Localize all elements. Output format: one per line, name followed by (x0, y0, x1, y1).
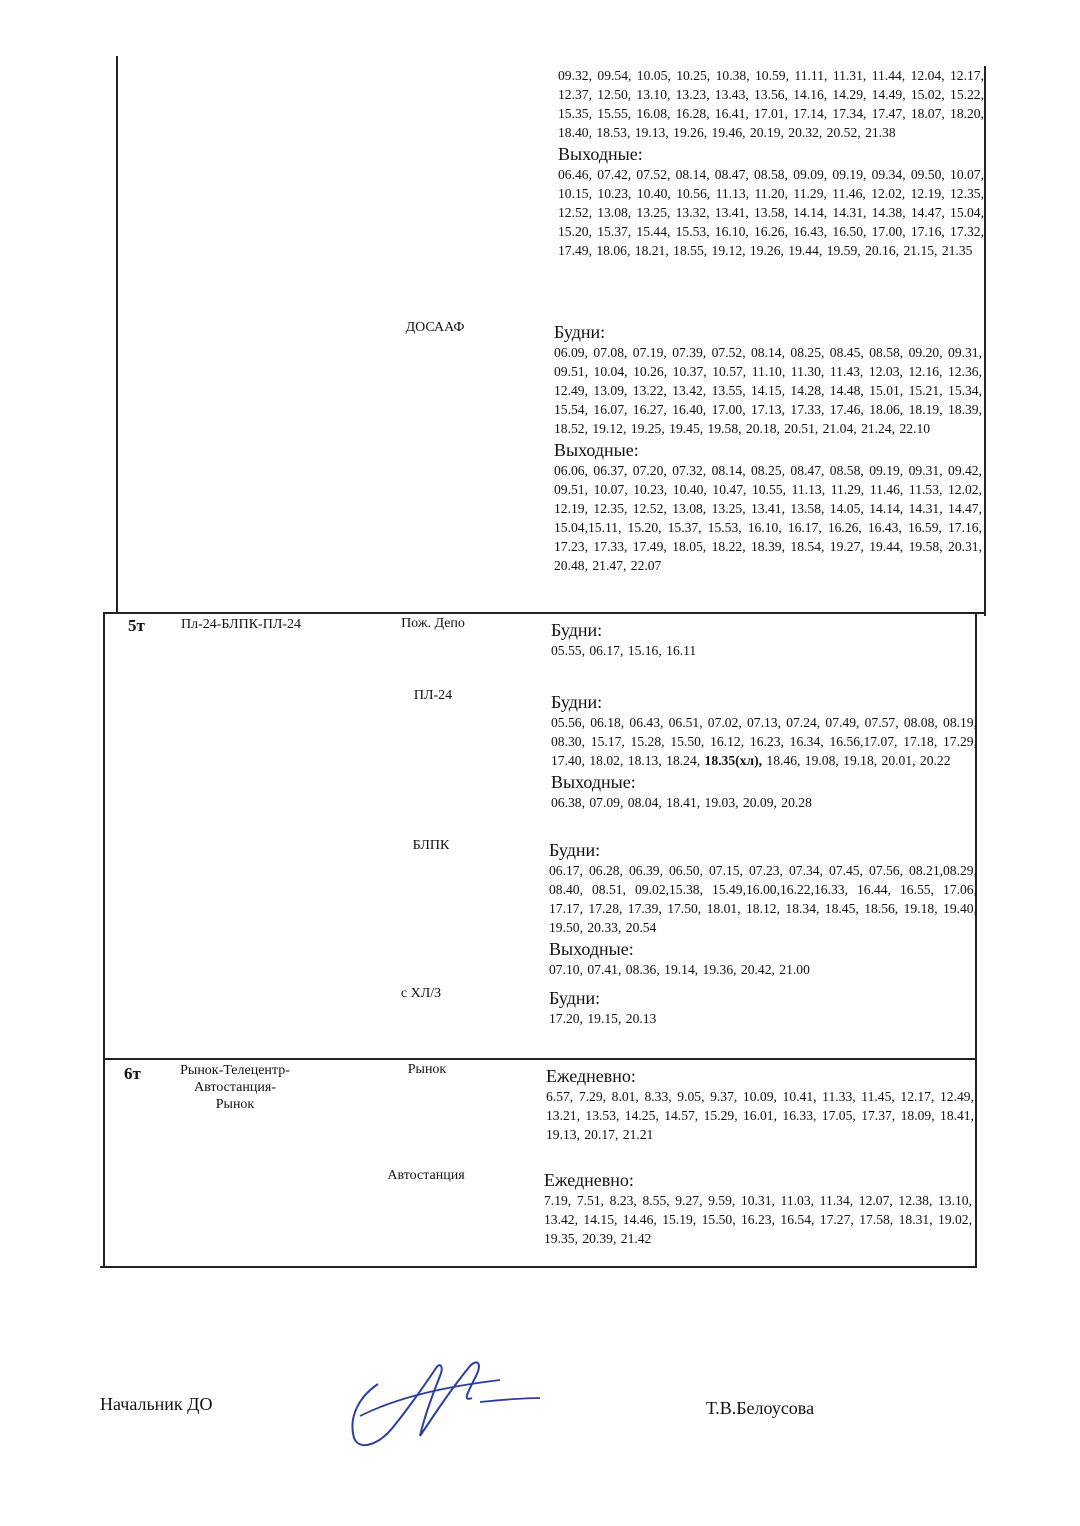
weekday-times: 05.55, 06.17, 15.16, 16.11 (551, 643, 697, 658)
weekday-times: 06.17, 06.28, 06.39, 06.50, 07.15, 07.23, 07.34, 07.45, 07.56, 08.21,08.29, 08.40, 08.51, 09.02,15.38, 15.49,16.00,16.22,16.33, 16.44, 16.55, 17.06, 17.17, 17.28, 17.39, 17.50, 18.01, 18.12, 18.34, 18.45, 18.56, 19.18, 19.40, 19.50, 20.33, 20.54 (549, 863, 977, 935)
row-divider-5t (103, 612, 985, 614)
weekday-times-bold: 18.35(хл), (704, 753, 762, 768)
weekday-times: 09.32, 09.54, 10.05, 10.25, 10.38, 10.59, 11.11, 11.31, 11.44, 12.04, 12.17, 12.37, 12.50, 13.10, 13.23, 13.43, 13.56, 14.16, 14.29, 14.49, 15.02, 15.22, 15.35, 15.55, 16.08, 16.28, 16.41, 17.01, 17.14, 17.34, 17.47, 18.07, 18.20, 18.40, 18.53, 19.13, 19.26, 19.46, 20.19, 20.32, 20.52, 21.38 (558, 68, 984, 140)
weekday-label: Будни: (551, 620, 603, 640)
table-left-border (116, 56, 118, 614)
daily-label: Ежедневно: (544, 1170, 634, 1190)
stop-name-dosaaf: ДОСААФ (405, 320, 465, 335)
route-number-5t: 5т (128, 616, 145, 635)
weekday-times-part-a: 05.56, 06.18, 06.43, 06.51, 07.02, 07.13, 07.24, 07.49, 07.57, 08.08, 08.19, 08.30, 15.17, 15.28, 15.50, 16.12, 16.23, 16.34, 16.56,17.07, 17.18, 17.29, 17.40, 18.02, 18.13, 18.24, (551, 715, 977, 768)
first-stop-schedule (558, 66, 984, 260)
signer-position: Начальник ДО (100, 1394, 213, 1414)
weekday-label: Будни: (549, 840, 601, 860)
weekend-label: Выходные: (554, 440, 639, 460)
pl24-schedule (551, 690, 977, 812)
row-divider-6t (103, 1058, 977, 1060)
weekday-label: Будни: (549, 988, 601, 1008)
daily-times: 7.19, 7.51, 8.23, 8.55, 9.27, 9.59, 10.31, 11.03, 11.34, 12.07, 12.38, 13.10, 13.42, 14.15, 14.46, 15.19, 15.50, 16.23, 16.54, 17.27, 17.58, 18.31, 19.02, 19.35, 20.39, 21.42 (544, 1193, 972, 1246)
weekend-label: Выходные: (551, 772, 636, 792)
avtostanciya-schedule (544, 1168, 972, 1248)
stop-name-pozh-depo: Пож. Депо (401, 616, 465, 631)
daily-times: 6.57, 7.29, 8.01, 8.33, 9.05, 9.37, 10.09, 10.41, 11.33, 11.45, 12.17, 12.49, 13.21, 13.53, 14.25, 14.57, 15.29, 16.01, 16.33, 17.05, 17.37, 18.09, 18.41, 19.13, 20.17, 21.21 (546, 1089, 974, 1142)
table-bottom-border (100, 1266, 977, 1268)
hlz-schedule (549, 986, 973, 1028)
daily-label: Ежедневно: (546, 1066, 636, 1086)
weekday-label: Будни: (554, 322, 606, 342)
weekend-times: 06.46, 07.42, 07.52, 08.14, 08.47, 08.58, 09.09, 09.19, 09.34, 09.50, 10.07, 10.15, 10.23, 10.40, 10.56, 11.13, 11.20, 11.29, 11.46, 12.02, 12.19, 12.35, 12.52, 13.08, 13.25, 13.32, 13.41, 13.58, 14.14, 14.31, 14.38, 14.47, 15.04, 15.20, 15.37, 15.44, 15.53, 16.10, 16.26, 16.43, 16.50, 17.00, 17.16, 17.32, 17.49, 18.06, 18.21, 18.55, 19.12, 19.26, 19.44, 19.59, 20.16, 21.15, 21.35 (558, 167, 984, 258)
weekday-label: Будни: (551, 692, 603, 712)
route-name-5t: Пл-24-БЛПК-ПЛ-24 (181, 617, 301, 632)
dosaaf-schedule (554, 320, 982, 575)
weekend-times: 07.10, 07.41, 08.36, 19.14, 19.36, 20.42, 21.00 (549, 962, 810, 977)
weekend-label: Выходные: (549, 939, 634, 959)
rynok-schedule (546, 1064, 974, 1144)
route-name-6t (160, 1062, 310, 1113)
handwritten-signature (340, 1356, 550, 1456)
route-name-line-2: Автостанция- (194, 1080, 276, 1095)
route-number-6t: 6т (124, 1064, 141, 1083)
route-name-line-3: Рынок (215, 1097, 255, 1112)
weekday-times (551, 713, 977, 770)
weekday-times-part-b: 18.46, 19.08, 19.18, 20.01, 20.22 (762, 753, 951, 768)
table-right-border (984, 66, 986, 616)
weekend-times: 06.38, 07.09, 08.04, 18.41, 19.03, 20.09, 20.28 (551, 795, 812, 810)
pozh-depo-schedule (551, 618, 975, 660)
stop-name-hlz: с ХЛ/З (400, 986, 442, 1001)
weekday-times: 17.20, 19.15, 20.13 (549, 1011, 657, 1026)
signer-name: Т.В.Белоусова (706, 1398, 815, 1418)
stop-name-blpk: БЛПК (412, 838, 450, 853)
weekend-label: Выходные: (558, 144, 643, 164)
weekday-times: 06.09, 07.08, 07.19, 07.39, 07.52, 08.14, 08.25, 08.45, 08.58, 09.20, 09.31, 09.51, 10.04, 10.26, 10.37, 10.57, 11.10, 11.30, 11.43, 12.03, 12.16, 12.36, 12.49, 13.09, 13.22, 13.42, 13.55, 14.15, 14.28, 14.48, 15.01, 15.21, 15.34, 15.54, 16.07, 16.27, 16.40, 17.00, 17.13, 17.33, 17.46, 18.06, 18.19, 18.39, 18.52, 19.12, 19.25, 19.45, 19.58, 20.18, 20.51, 21.04, 21.24, 22.10 (554, 345, 982, 436)
table-left-border-lower (103, 612, 105, 1268)
stop-name-pl24: ПЛ-24 (413, 688, 453, 703)
stop-name-rynok: Рынок (407, 1062, 447, 1077)
stop-name-avtostanciya: Автостанция (387, 1168, 465, 1183)
route-name-line-1: Рынок-Телецентр- (180, 1063, 290, 1078)
blpk-schedule (549, 838, 977, 979)
weekend-times: 06.06, 06.37, 07.20, 07.32, 08.14, 08.25, 08.47, 08.58, 09.19, 09.31, 09.42, 09.51, 10.07, 10.23, 10.40, 10.47, 10.55, 11.13, 11.29, 11.46, 11.53, 12.02, 12.19, 12.35, 12.52, 13.08, 13.25, 13.41, 13.58, 14.05, 14.14, 14.31, 14.47, 15.04,15.11, 15.20, 15.37, 15.53, 16.10, 16.17, 16.26, 16.43, 16.59, 17.16, 17.23, 17.33, 17.49, 18.05, 18.22, 18.39, 18.54, 19.27, 19.44, 19.58, 20.31, 20.48, 21.47, 22.07 (554, 463, 982, 573)
